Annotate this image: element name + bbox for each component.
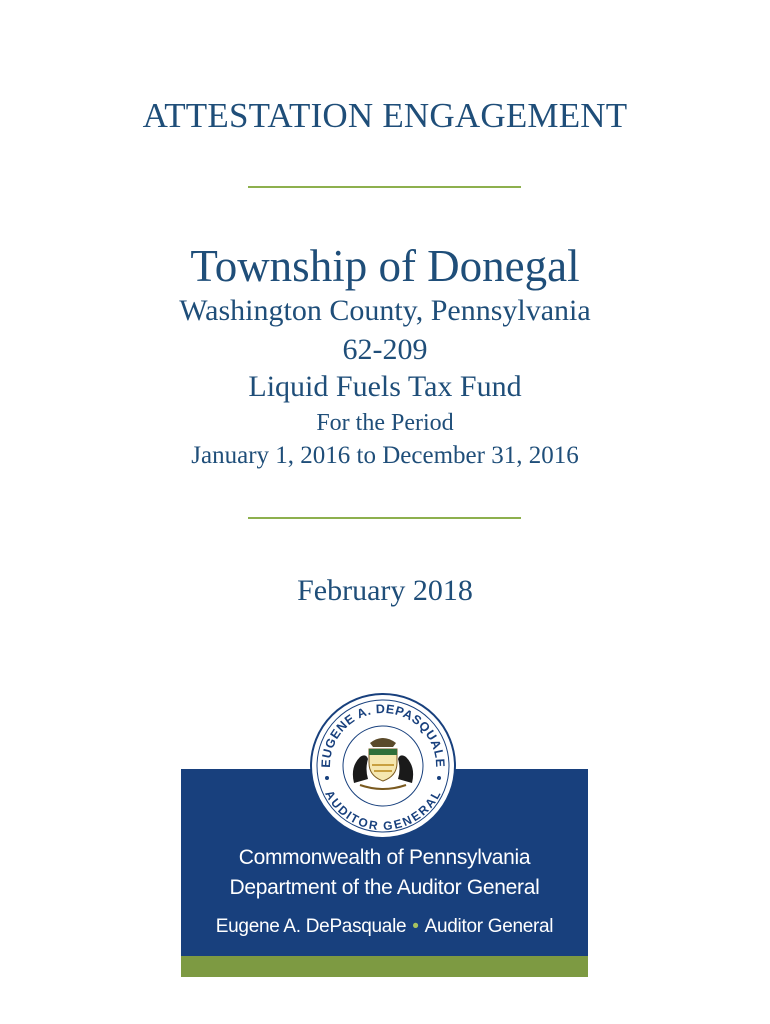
period-range: January 1, 2016 to December 31, 2016 <box>191 442 579 469</box>
auditor-seal <box>310 693 456 839</box>
entity-title: Township of Donegal <box>190 241 580 291</box>
banner-accent-stripe <box>181 956 588 977</box>
banner-commonwealth: Commonwealth of Pennsylvania <box>238 846 531 869</box>
auditor-name: Eugene A. DePasquale <box>215 916 407 937</box>
seal-top-text: EUGENE A. DEPASQUALE <box>318 701 448 768</box>
seal-bottom-text: AUDITOR GENERAL <box>322 787 444 833</box>
county-line: Washington County, Pennsylvania <box>179 294 591 327</box>
municipal-code: 62-209 <box>342 333 428 366</box>
banner-auditor-line <box>181 916 588 938</box>
document-type-heading: ATTESTATION ENGAGEMENT <box>142 96 628 135</box>
report-date: February 2018 <box>297 574 473 607</box>
separator-dot: • <box>412 916 419 937</box>
banner-department: Department of the Auditor General <box>229 876 540 899</box>
fund-name: Liquid Fuels Tax Fund <box>248 370 522 403</box>
auditor-role: Auditor General <box>424 916 554 937</box>
divider-bottom <box>248 517 521 519</box>
divider-top <box>248 186 521 188</box>
period-label: For the Period <box>316 410 454 436</box>
